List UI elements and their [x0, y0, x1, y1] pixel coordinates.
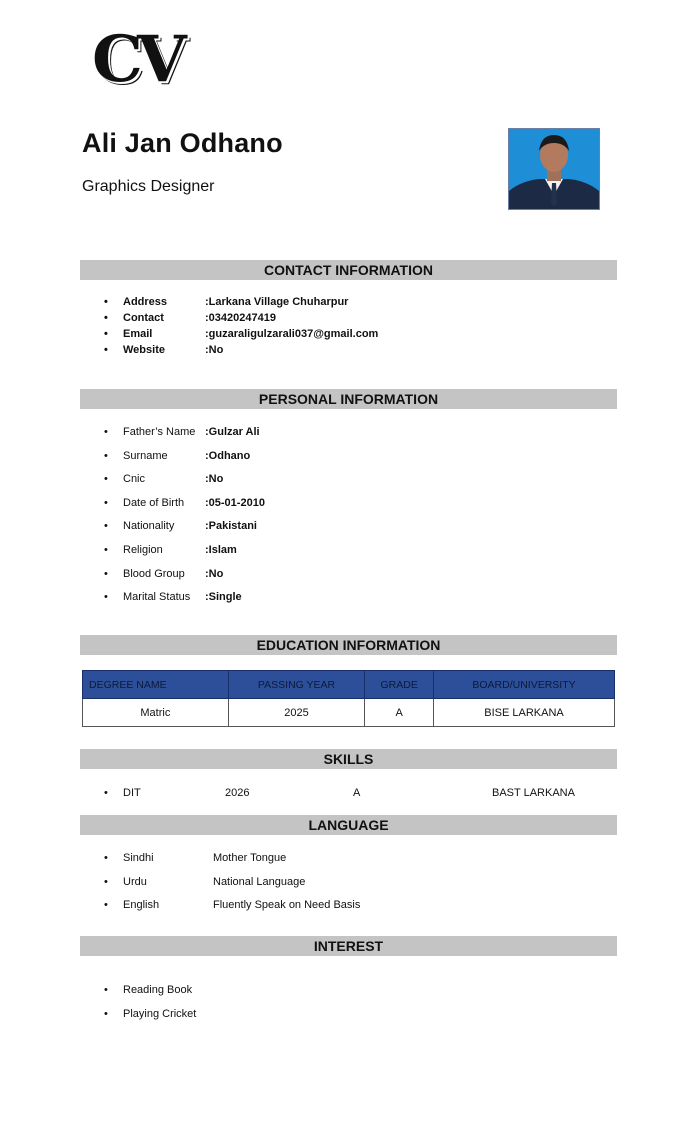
skills-list — [104, 785, 575, 801]
column-header: PASSING YEAR — [228, 671, 365, 699]
language-heading: LANGUAGE — [80, 815, 617, 835]
table-cell: Matric — [83, 699, 229, 727]
list-item: • DIT 2026 A BAST LARKANA — [104, 785, 575, 801]
language-list — [104, 850, 360, 921]
list-item: • Website :No — [104, 342, 378, 358]
skills-heading: SKILLS — [80, 749, 617, 769]
interest-heading: INTEREST — [80, 936, 617, 956]
cv-logo-text: CV — [92, 22, 181, 97]
table-cell: A — [365, 699, 434, 727]
column-header: GRADE — [365, 671, 434, 699]
list-item: • Marital Status :Single — [104, 589, 265, 613]
list-item: • Reading Book — [104, 982, 196, 1006]
column-header: DEGREE NAME — [83, 671, 229, 699]
person-title: Graphics Designer — [82, 178, 215, 195]
personal-list — [104, 424, 265, 613]
education-heading: EDUCATION INFORMATION — [80, 635, 617, 655]
list-item: • Cnic :No — [104, 471, 265, 495]
list-item: • Blood Group :No — [104, 566, 265, 590]
personal-heading: PERSONAL INFORMATION — [80, 389, 617, 409]
list-item: • English Fluently Speak on Need Basis — [104, 897, 360, 921]
table-header-row — [83, 671, 615, 699]
list-item: • Sindhi Mother Tongue — [104, 850, 360, 874]
table-row — [83, 699, 615, 727]
person-name: Ali Jan Odhano — [82, 128, 283, 158]
table-cell: BISE LARKANA — [434, 699, 615, 727]
cv-logo — [90, 22, 190, 98]
list-item: • Address :Larkana Village Chuharpur — [104, 294, 378, 310]
interest-list — [104, 982, 196, 1029]
table-cell: 2025 — [228, 699, 365, 727]
list-item: • Playing Cricket — [104, 1006, 196, 1030]
education-table — [82, 670, 615, 727]
list-item: • Email :guzaraligulzarali037@gmail.com — [104, 326, 378, 342]
list-item: • Surname :Odhano — [104, 448, 265, 472]
list-item: • Father’s Name :Gulzar Ali — [104, 424, 265, 448]
list-item: • Urdu National Language — [104, 874, 360, 898]
list-item: • Nationality :Pakistani — [104, 518, 265, 542]
contact-list — [104, 294, 378, 358]
person-silhouette-icon — [509, 129, 599, 209]
profile-photo — [508, 128, 600, 210]
column-header: BOARD/UNIVERSITY — [434, 671, 615, 699]
list-item: • Contact :03420247419 — [104, 310, 378, 326]
list-item: • Date of Birth :05-01-2010 — [104, 495, 265, 519]
contact-heading: CONTACT INFORMATION — [80, 260, 617, 280]
list-item: • Religion :Islam — [104, 542, 265, 566]
